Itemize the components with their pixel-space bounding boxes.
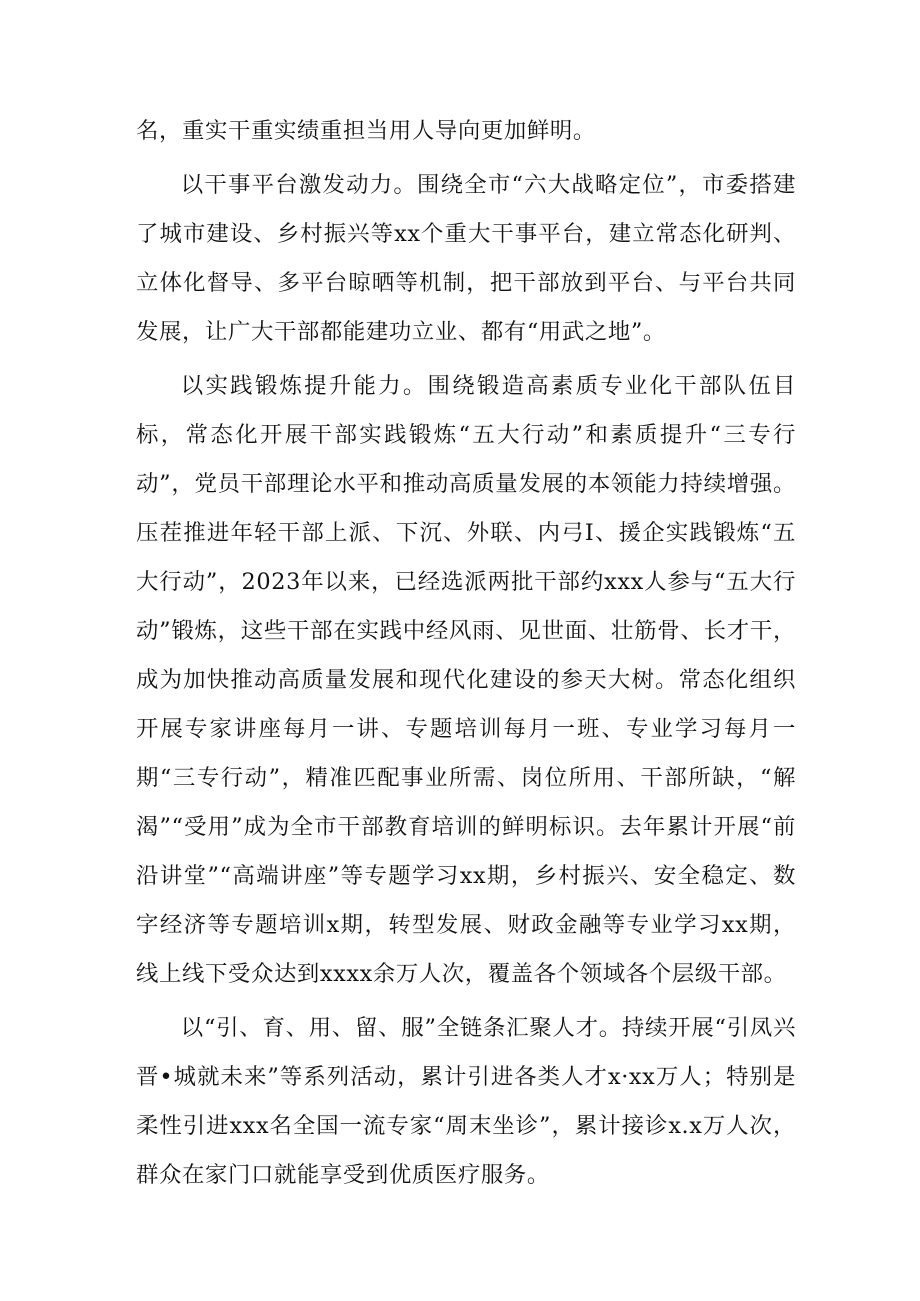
paragraph-practice-training: 以实践锻炼提升能力。围绕锻造高素质专业化干部队伍目标，常态化开展干部实践锻炼“五大行动”和素质提升“三专行动”，党员干部理论水平和推动高质量发展的本领能力持续增强。压茬推进年轻干部上派、下沉、外联、内弓I、援企实践锻炼“五大行动”，2023年以来，已经选派两批干部约xxx人参与“五大行动”锻炼，这些干部在实践中经风雨、见世面、壮筋骨、长才干，成为加快推动高质量发展和现代化建设的参天大树。常态化组织开展专家讲座每月一讲、专题培训每月一班、专业学习每月一期“三专行动”，精准匹配事业所需、岗位所用、干部所缺，“解渴”“受用”成为全市干部教育培训的鲜明标识。去年累计开展“前沿讲堂”“高端讲座”等专题学习xx期，乡村振兴、安全稳定、数字经济等专题培训x期，转型发展、财政金融等专业学习xx期，线上线下受众达到xxxx余万人次，覆盖各个领域各个层级干部。 <box>136 373 796 987</box>
paragraph-continuation: 名，重实干重实绩重担当用人导向更加鲜明。 <box>136 118 596 144</box>
paragraph-work-platform: 以干事平台激发动力。围绕全市“六大战略定位”，市委搭建了城市建设、乡村振兴等xx个重大干事平台，建立常态化研判、立体化督导、多平台晾晒等机制，把干部放到平台、与平台共同发展，让广大干部都能建功立业、都有“用武之地”。 <box>136 172 796 345</box>
document-body <box>136 107 796 1200</box>
paragraph-talent-chain: 以“引、育、用、留、服”全链条汇聚人才。持续开展“引凤兴晋•城就未来”等系列活动，累计引进各类人才x·xx万人；特别是柔性引进xxx名全国一流专家“周末坐诊”，累计接诊x.x万人次，群众在家门口就能享受到优质医疗服务。 <box>136 1015 796 1188</box>
